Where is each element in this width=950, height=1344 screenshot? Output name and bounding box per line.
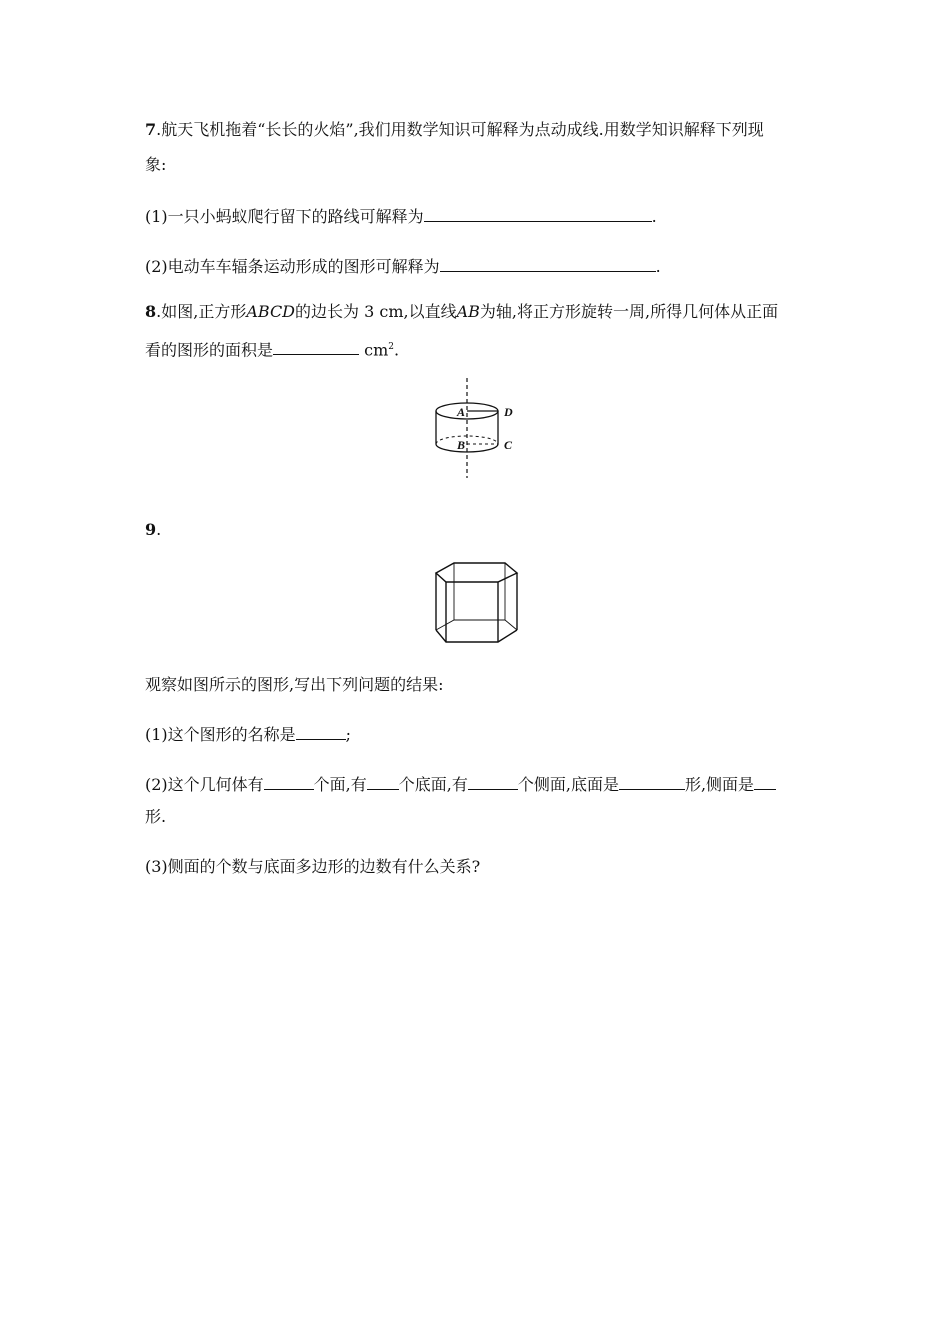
q9-part2-d: 个侧面,底面是 — [517, 775, 619, 794]
q9-base-shape-blank[interactable] — [619, 773, 685, 790]
q9-part2 — [145, 773, 776, 795]
q7-part2-blank[interactable] — [440, 255, 656, 272]
q9-part1-label: (1)这个图形的名称是 — [145, 725, 296, 744]
q7-part1 — [145, 205, 657, 227]
q8-ab: AB — [456, 302, 480, 321]
label-d: D — [504, 405, 513, 419]
q9-number: 9 — [145, 520, 157, 539]
q9-lateral-faces-blank[interactable] — [468, 773, 518, 790]
q9-part2-line2: 形. — [145, 807, 167, 826]
q8-line1 — [145, 302, 778, 322]
q9-part2-c: 个底面,有 — [398, 775, 468, 794]
cylinder-figure — [425, 372, 525, 482]
label-a: A — [457, 405, 466, 419]
q9-faces-blank[interactable] — [264, 773, 314, 790]
q8-end: . — [393, 340, 400, 360]
q9-header — [145, 520, 161, 540]
q8-text-a: .如图,正方形 — [156, 302, 247, 321]
q7-part2-label: (2)电动车车辐条运动形成的图形可解释为 — [145, 257, 440, 276]
q8-text-b: 的边长为 3 cm,以直线 — [295, 302, 457, 321]
q9-part3: (3)侧面的个数与底面多边形的边数有什么关系? — [145, 857, 481, 876]
q9-lateral-shape-blank[interactable] — [754, 773, 776, 790]
hexagonal-prism-figure — [430, 558, 525, 650]
q9-part1 — [145, 723, 351, 745]
q9-part2-a: (2)这个几何体有 — [145, 775, 264, 794]
q8-answer-blank[interactable] — [273, 338, 359, 355]
q9-dot: . — [156, 520, 162, 539]
q9-part2-b: 个面,有 — [313, 775, 367, 794]
q7-line1 — [145, 120, 764, 140]
q8-text-c: 为轴,将正方形旋转一周,所得几何体从正面 — [479, 302, 779, 321]
q8-abcd: ABCD — [246, 302, 296, 321]
q8-unit: cm — [364, 340, 389, 360]
q7-stem: .航天飞机拖着“长长的火焰”,我们用数学知识可解释为点动成线.用数学知识解释下列现 — [156, 120, 764, 139]
q7-line2: 象: — [145, 155, 167, 174]
label-b: B — [457, 438, 466, 452]
label-c: C — [504, 438, 513, 452]
q8-line2 — [145, 337, 399, 360]
q8-unit-exp: 2 — [388, 342, 394, 352]
q9-part1-blank[interactable] — [296, 723, 346, 740]
q7-part2 — [145, 255, 661, 277]
q9-bases-blank[interactable] — [367, 773, 399, 790]
q7-part1-blank[interactable] — [424, 205, 652, 222]
q8-number: 8 — [145, 302, 157, 321]
q7-part2-end: . — [655, 257, 661, 276]
q7-part1-label: (1)一只小蚂蚁爬行留下的路线可解释为 — [145, 207, 424, 226]
prism-bottom-back — [436, 620, 517, 630]
q9-intro: 观察如图所示的图形,写出下列问题的结果: — [145, 675, 444, 694]
q8-line2-text: 看的图形的面积是 — [145, 340, 274, 360]
q9-part2-e: 形,侧面是 — [684, 775, 755, 794]
q9-part1-end: ; — [345, 725, 352, 744]
q7-part1-end: . — [651, 207, 657, 226]
prism-bottom-front — [436, 630, 517, 642]
q7-number: 7 — [145, 120, 157, 139]
